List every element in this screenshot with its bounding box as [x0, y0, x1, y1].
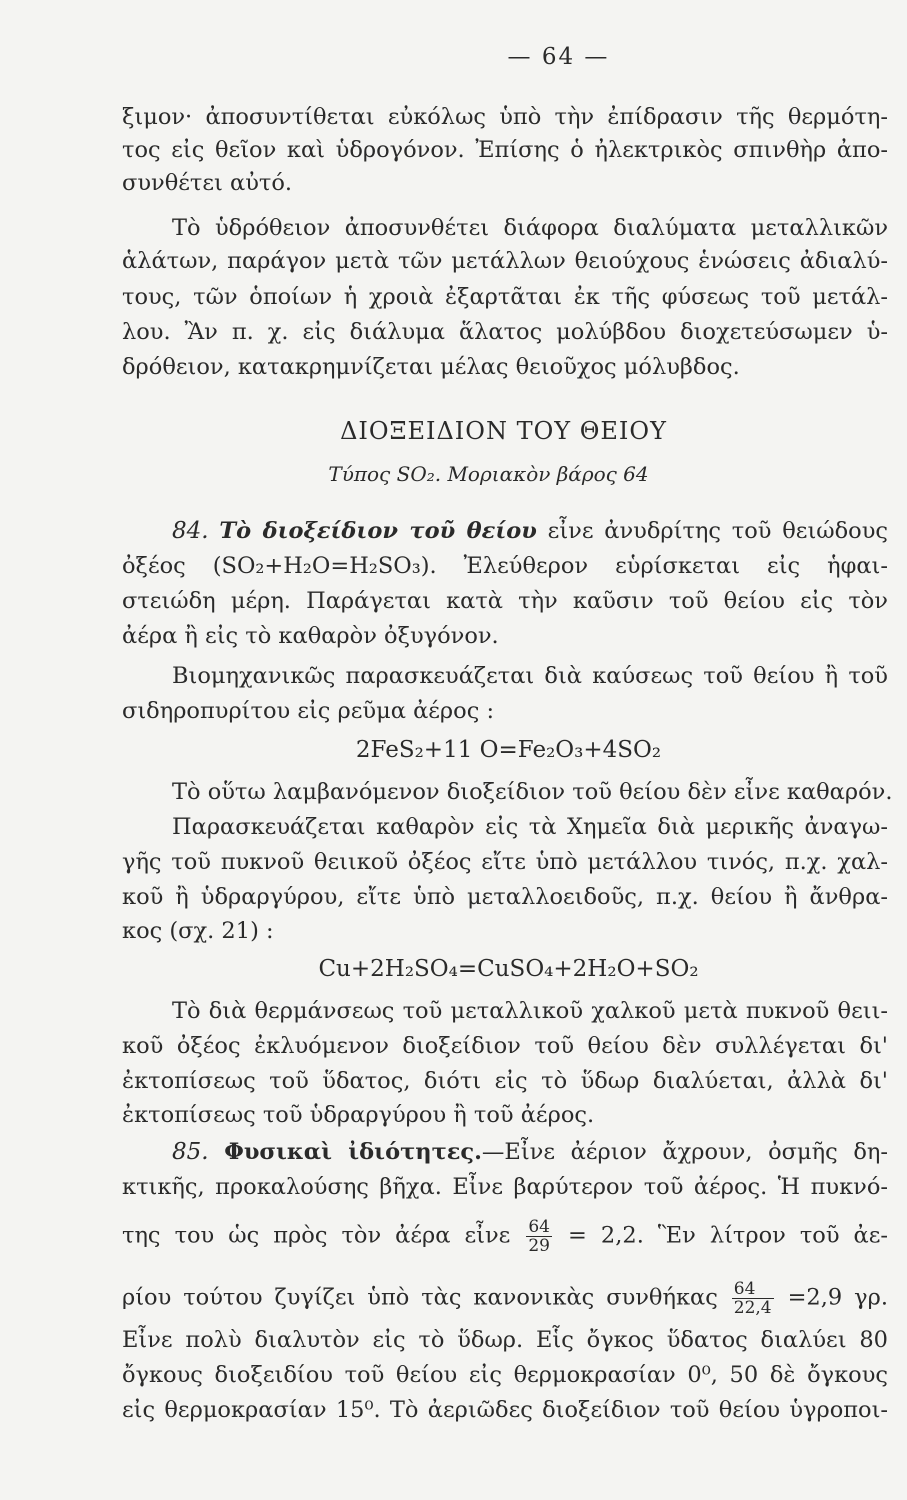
- text-line: κοῦ ἢ ὑδραργύρου, εἴτε ὑπὸ μεταλλοειδοῦς, π.χ. θείου ἢ ἄνθρα-: [122, 884, 888, 910]
- fraction: [526, 1218, 552, 1255]
- text-line: εἰς θερμοκρασίαν 15⁰. Τὸ ἀεριῶδες διοξείδιον τοῦ θείου ὑγροποι-: [122, 1397, 888, 1423]
- text-line: δρόθειον, κατακρημνίζεται μέλας θειοῦχος μόλυβδος.: [122, 354, 740, 380]
- paragraph-85-first-line: [172, 1137, 888, 1167]
- text-line: ὀξέος (SO₂+H₂O=H₂SO₃). Ἐλεύθερον εὑρίσκεται εἰς ἡφαι-: [122, 553, 888, 579]
- text-line: ἀέρα ἢ εἰς τὸ καθαρὸν ὀξυγόνον.: [122, 623, 499, 649]
- text-line-with-fraction: [122, 1218, 888, 1255]
- fraction-numerator: 64: [732, 1280, 774, 1299]
- text-line: κος (σχ. 21) :: [122, 918, 274, 944]
- section-number: 84.: [172, 518, 209, 544]
- section-heading: ΔΙΟΞΕΙΔΙΟΝ ΤΟΥ ΘΕΙΟΥ: [340, 417, 667, 445]
- text-line: Τὸ ὑδρόθειον ἀποσυνθέτει διάφορα διαλύματα μεταλλικῶν: [172, 215, 888, 241]
- text-line: Βιομηχανικῶς παρασκευάζεται διὰ καύσεως τοῦ θείου ἢ τοῦ: [172, 663, 888, 689]
- text-span: εἶνε ἀνυδρίτης τοῦ θειώδους: [536, 518, 889, 544]
- text-line: λου. Ἂν π. χ. εἰς διάλυμα ἅλατος μολύβδου διοχετεύσωμεν ὑ-: [122, 319, 888, 345]
- page-number: — 64 —: [507, 44, 610, 70]
- text-span: —Εἶνε ἀέριον ἄχρουν, ὀσμῆς δη-: [481, 1139, 888, 1165]
- text-span: της του ὡς πρὸς τὸν ἀέρα εἶνε: [122, 1222, 511, 1249]
- text-span: =2,9 γρ.: [787, 1284, 888, 1311]
- section-title: Φυσικαὶ ἰδιότητες.: [224, 1139, 482, 1165]
- text-line: Τὸ διὰ θερμάνσεως τοῦ μεταλλικοῦ χαλκοῦ μετὰ πυκνοῦ θειι-: [172, 998, 888, 1024]
- fraction-denominator: 22,4: [733, 1298, 772, 1318]
- fraction: [732, 1280, 774, 1317]
- section-title: Τὸ διοξείδιον τοῦ θείου: [219, 518, 537, 544]
- chemical-equation: Cu+2H₂SO₄=CuSO₄+2H₂O+SO₂: [318, 956, 699, 982]
- text-line: σιδηροπυρίτου εἰς ρεῦμα ἀέρος :: [122, 698, 495, 724]
- text-line: Παρασκευάζεται καθαρὸν εἰς τὰ Χημεῖα διὰ μερικῆς ἀναγω-: [172, 814, 888, 840]
- text-span: ρίου τούτου ζυγίζει ὑπὸ τὰς κανονικὰς συνθήκας: [122, 1284, 718, 1311]
- text-line: Εἶνε πολὺ διαλυτὸν εἰς τὸ ὕδωρ. Εἷς ὄγκος ὕδατος διαλύει 80: [122, 1327, 888, 1353]
- formula-subtitle: Τύπος SO₂. Μοριακὸν βάρος 64: [328, 462, 649, 486]
- text-line: Τὸ οὕτω λαμβανόμενον διοξείδιον τοῦ θείου δὲν εἶνε καθαρόν.: [172, 779, 893, 805]
- fraction-numerator: 64: [528, 1217, 550, 1237]
- text-line: ἐκτοπίσεως τοῦ ὑδραργύρου ἢ τοῦ ἀέρος.: [122, 1102, 595, 1128]
- text-line: στειώδη μέρη. Παράγεται κατὰ τὴν καῦσιν τοῦ θείου εἰς τὸν: [122, 588, 888, 614]
- text-line: ξιμον· ἀποσυντίθεται εὐκόλως ὑπὸ τὴν ἐπίδρασιν τῆς θερμότη-: [122, 104, 888, 130]
- text-line: τος εἰς θεῖον καὶ ὑδρογόνον. Ἐπίσης ὁ ἠλεκτρικὸς σπινθὴρ ἀπο-: [122, 137, 888, 163]
- text-line: κοῦ ὀξέος ἐκλυόμενον διοξείδιον τοῦ θείου δὲν συλλέγεται δι': [122, 1033, 888, 1059]
- paragraph-84-first-line: [172, 516, 888, 546]
- text-line: κτικῆς, προκαλούσης βῆχα. Εἶνε βαρύτερον τοῦ ἀέρος. Ἡ πυκνό-: [122, 1174, 888, 1200]
- text-line: γῆς τοῦ πυκνοῦ θειικοῦ ὀξέος εἴτε ὑπὸ μετάλλου τινός, π.χ. χαλ-: [122, 849, 888, 875]
- text-line: συνθέτει αὐτό.: [122, 170, 293, 196]
- text-line: τους, τῶν ὁποίων ἡ χροιὰ ἐξαρτᾶται ἐκ τῆς φύσεως τοῦ μετάλ-: [122, 284, 888, 310]
- fraction-denominator: 29: [528, 1236, 550, 1256]
- chemical-equation: 2FeS₂+11 O=Fe₂O₃+4SO₂: [355, 737, 662, 763]
- text-line: ἁλάτων, παράγον μετὰ τῶν μετάλλων θειούχους ἑνώσεις ἀδιαλύ-: [122, 248, 888, 274]
- text-line-with-fraction: [122, 1280, 888, 1317]
- text-span: = 2,2. Ἓν λίτρον τοῦ ἀε-: [568, 1222, 889, 1249]
- section-number: 85.: [172, 1139, 209, 1165]
- text-line: ἐκτοπίσεως τοῦ ὕδατος, διότι εἰς τὸ ὕδωρ διαλύεται, ἀλλὰ δι': [122, 1068, 888, 1094]
- text-line: ὄγκους διοξειδίου τοῦ θείου εἰς θερμοκρασίαν 0⁰, 50 δὲ ὄγκους: [122, 1362, 888, 1388]
